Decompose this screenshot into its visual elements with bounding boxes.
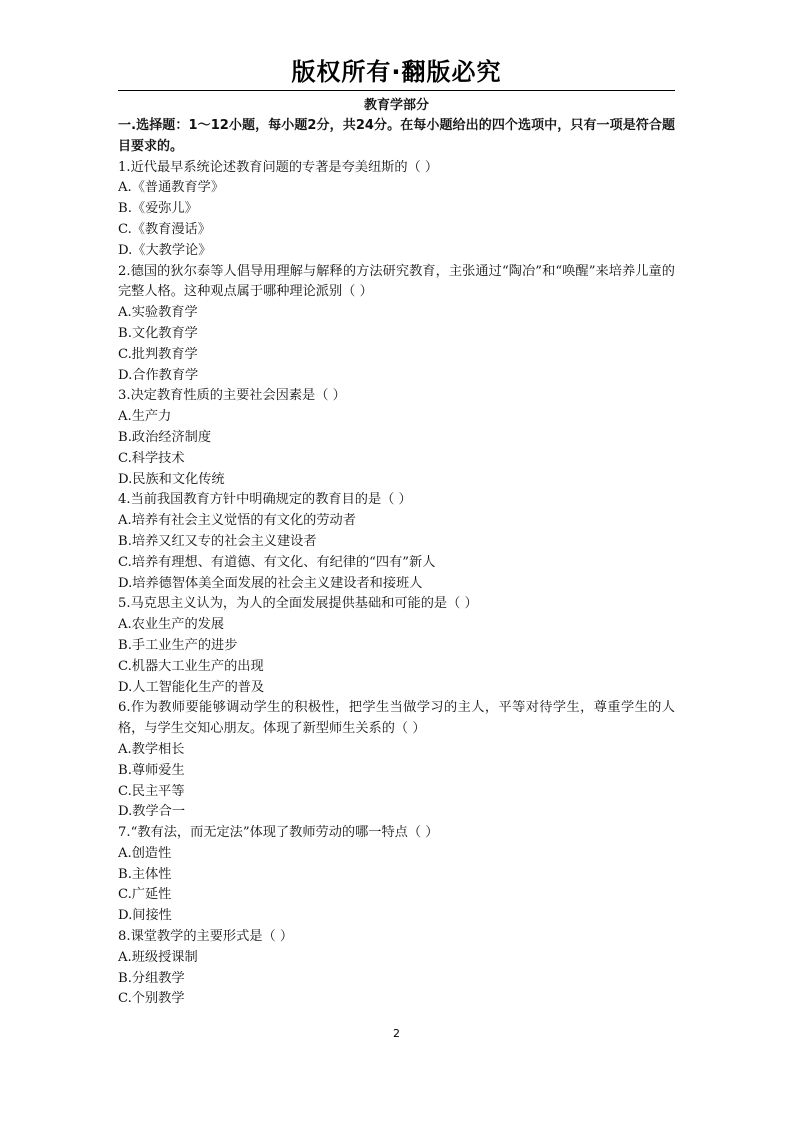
question-7 <box>118 823 675 927</box>
option-d: D.《大教学论》 <box>118 242 212 258</box>
option-a: A.培养有社会主义觉悟的有文化的劳动者 <box>118 513 356 529</box>
question-text: 2.德国的狄尔泰等人倡导用理解与解释的方法研究教育，主张通过“陶冶”和“唤醒”来培养儿童的完整人格。这种观点属于哪种理论派别（ ） <box>118 263 675 300</box>
header-rule <box>118 90 675 91</box>
option-c: C.民主平等 <box>118 783 185 799</box>
option-c: C.培养有理想、有道德、有文化、有纪律的“四有”新人 <box>118 554 436 570</box>
question-1 <box>118 158 675 262</box>
option-b: B.《爱弥儿》 <box>118 201 198 217</box>
question-3 <box>118 386 675 490</box>
option-c: C.批判教育学 <box>118 346 198 362</box>
question-text: 1.近代最早系统论述教育问题的专著是夸美纽斯的（ ） <box>118 159 439 175</box>
question-4 <box>118 490 675 594</box>
question-text: 5.马克思主义认为，为人的全面发展提供基础和可能的是（ ） <box>118 596 478 612</box>
option-b: B.尊师爱生 <box>118 762 185 778</box>
option-b: B.文化教育学 <box>118 325 198 341</box>
option-b: B.培养又红又专的社会主义建设者 <box>118 533 317 549</box>
question-text: 6.作为教师要能够调动学生的积极性，把学生当做学习的主人，平等对待学生，尊重学生的人格，与学生交知心朋友。体现了新型师生关系的（ ） <box>118 700 675 737</box>
question-text: 3.决定教育性质的主要社会因素是（ ） <box>118 388 346 404</box>
page-number: 2 <box>393 1027 400 1040</box>
option-a: A.《普通教育学》 <box>118 180 225 196</box>
option-d: D.人工智能化生产的普及 <box>118 679 265 695</box>
option-a: A.教学相长 <box>118 741 185 757</box>
option-c: C.个别教学 <box>118 991 185 1007</box>
option-d: D.间接性 <box>118 908 172 924</box>
question-5 <box>118 594 675 698</box>
option-c: C.科学技术 <box>118 450 185 466</box>
option-d: D.民族和文化传统 <box>118 471 225 487</box>
option-c: C.机器大工业生产的出现 <box>118 658 264 674</box>
question-text: 4.当前我国教育方针中明确规定的教育目的是（ ） <box>118 492 412 508</box>
option-b: B.手工业生产的进步 <box>118 637 238 653</box>
section-instruction: 一.选择题：1～12小题，每小题2分，共24分。在每小题给出的四个选项中，只有一项是符合题目要求的。 <box>118 118 675 154</box>
question-text: 7.“教有法，而无定法”体现了教师劳动的哪一特点（ ） <box>118 825 439 841</box>
section-title: 教育学部分 <box>363 98 429 113</box>
option-a: A.实验教育学 <box>118 305 198 321</box>
option-b: B.政治经济制度 <box>118 429 212 445</box>
option-d: D.培养德智体美全面发展的社会主义建设者和接班人 <box>118 575 423 591</box>
option-a: A.农业生产的发展 <box>118 617 225 633</box>
question-8 <box>118 927 675 1010</box>
option-c: C.广延性 <box>118 887 172 903</box>
option-a: A.创造性 <box>118 845 172 861</box>
question-text: 8.课堂教学的主要形式是（ ） <box>118 929 294 945</box>
option-a: A.班级授课制 <box>118 949 198 965</box>
option-c: C.《教育漫话》 <box>118 221 211 237</box>
document-body <box>118 95 675 1010</box>
question-6 <box>118 698 675 823</box>
option-b: B.分组教学 <box>118 970 185 986</box>
option-b: B.主体性 <box>118 866 172 882</box>
question-2 <box>118 262 675 387</box>
option-a: A.生产力 <box>118 409 172 425</box>
header-title: 版权所有·翻版必究 <box>291 58 502 86</box>
option-d: D.教学合一 <box>118 804 186 820</box>
option-d: D.合作教育学 <box>118 367 199 383</box>
